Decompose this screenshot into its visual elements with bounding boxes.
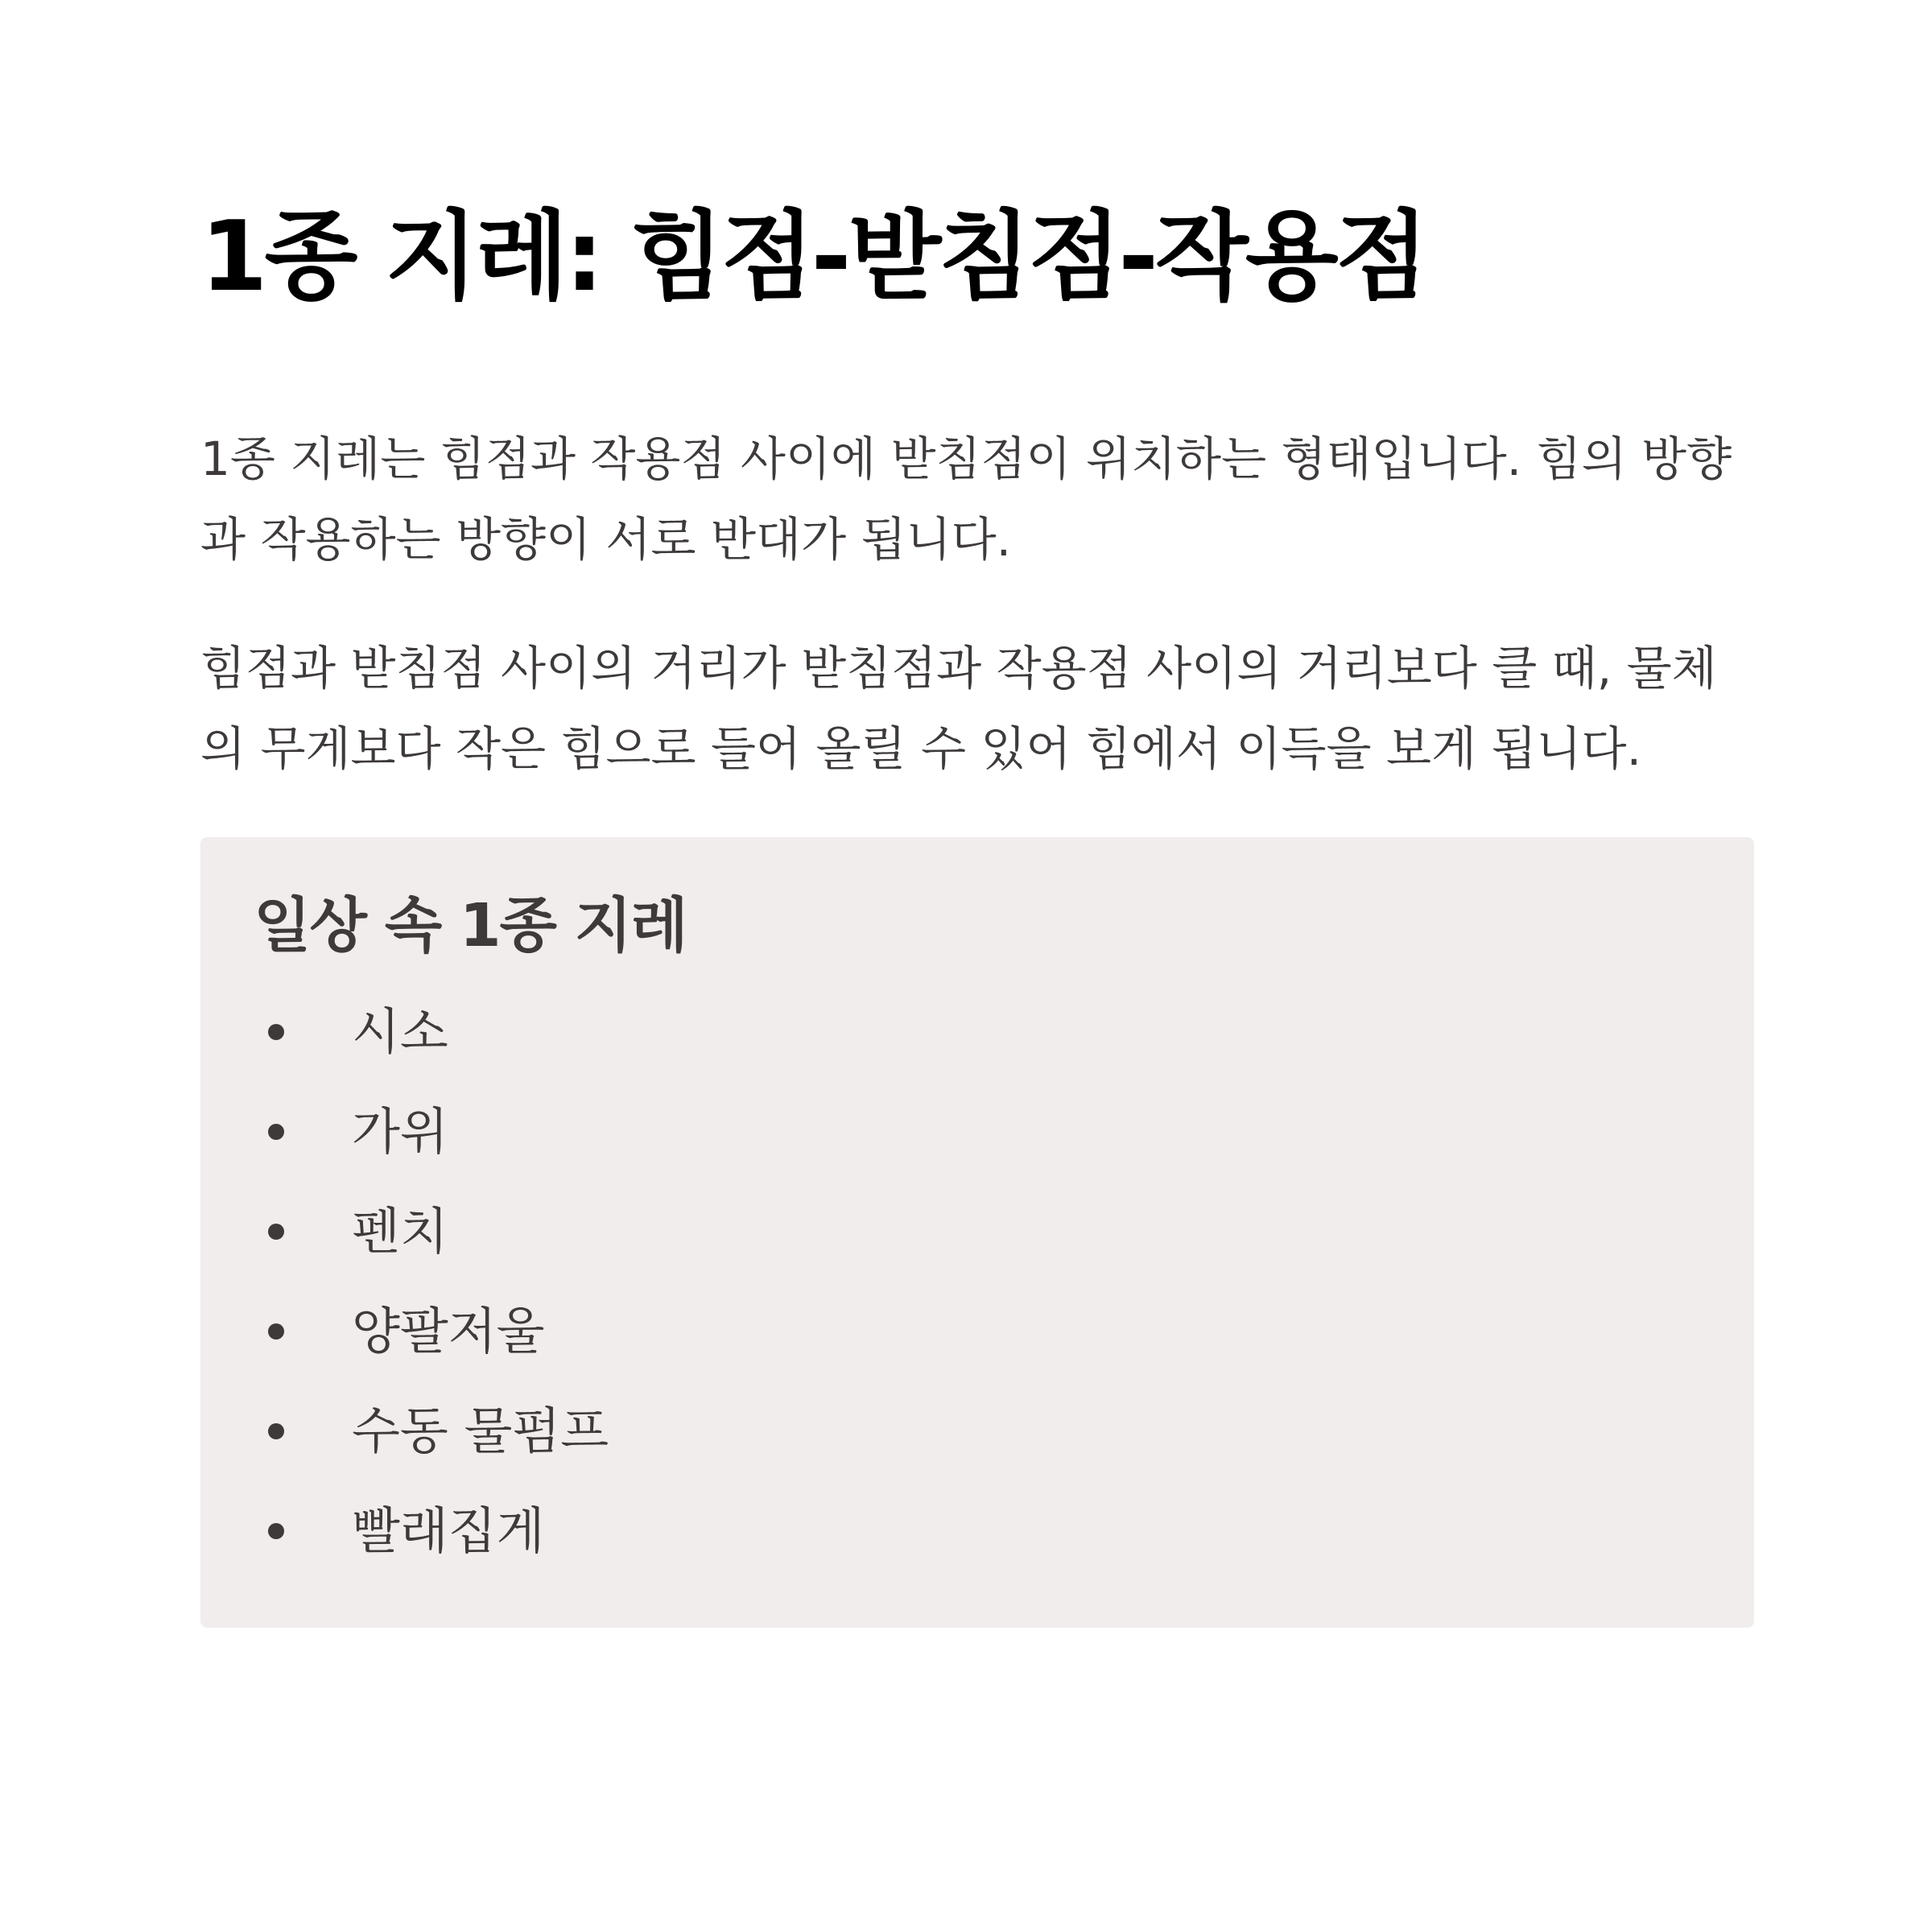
list-item xyxy=(254,1282,1701,1381)
list-item xyxy=(254,1481,1701,1581)
bullet-icon xyxy=(268,1124,284,1140)
list-item xyxy=(254,1381,1701,1481)
list-item xyxy=(254,1182,1701,1282)
list-item xyxy=(254,1082,1701,1182)
list-item-label: 수동 물펌프 xyxy=(352,1402,609,1460)
callout-title: 일상 속 1종 지레 xyxy=(254,891,687,960)
page-title: 1종 지레: 힘점-받침점-작용점 xyxy=(200,201,1426,313)
list-item-label: 시소 xyxy=(352,1002,448,1061)
list-item xyxy=(254,982,1701,1082)
list-item-label: 펜치 xyxy=(352,1202,448,1261)
bullet-icon xyxy=(268,1523,284,1539)
bullet-icon xyxy=(268,1224,284,1240)
bullet-icon xyxy=(268,1024,284,1040)
paragraph-mechanical-advantage: 힘점과 받침점 사이의 거리가 받침점과 작용점 사이의 거리보다 클 때, 물체의 무게보다 작은 힘으로 들어 올릴 수 있어 힘에서 이득을 보게 됩니다. xyxy=(200,641,1717,776)
list-item-label: 빨래집게 xyxy=(352,1501,545,1560)
bullet-icon xyxy=(268,1323,284,1340)
paragraph-definition: 1종 지레는 힘점과 작용점 사이에 받침점이 위치하는 형태입니다. 힘의 방향과 작용하는 방향이 서로 반대가 됩니다. xyxy=(200,431,1732,567)
examples-callout-box xyxy=(200,837,1754,1628)
document-page xyxy=(200,201,1754,1628)
list-item-label: 양팔저울 xyxy=(352,1302,545,1360)
list-item-label: 가위 xyxy=(352,1102,448,1161)
example-list xyxy=(254,982,1701,1581)
bullet-icon xyxy=(268,1423,284,1439)
